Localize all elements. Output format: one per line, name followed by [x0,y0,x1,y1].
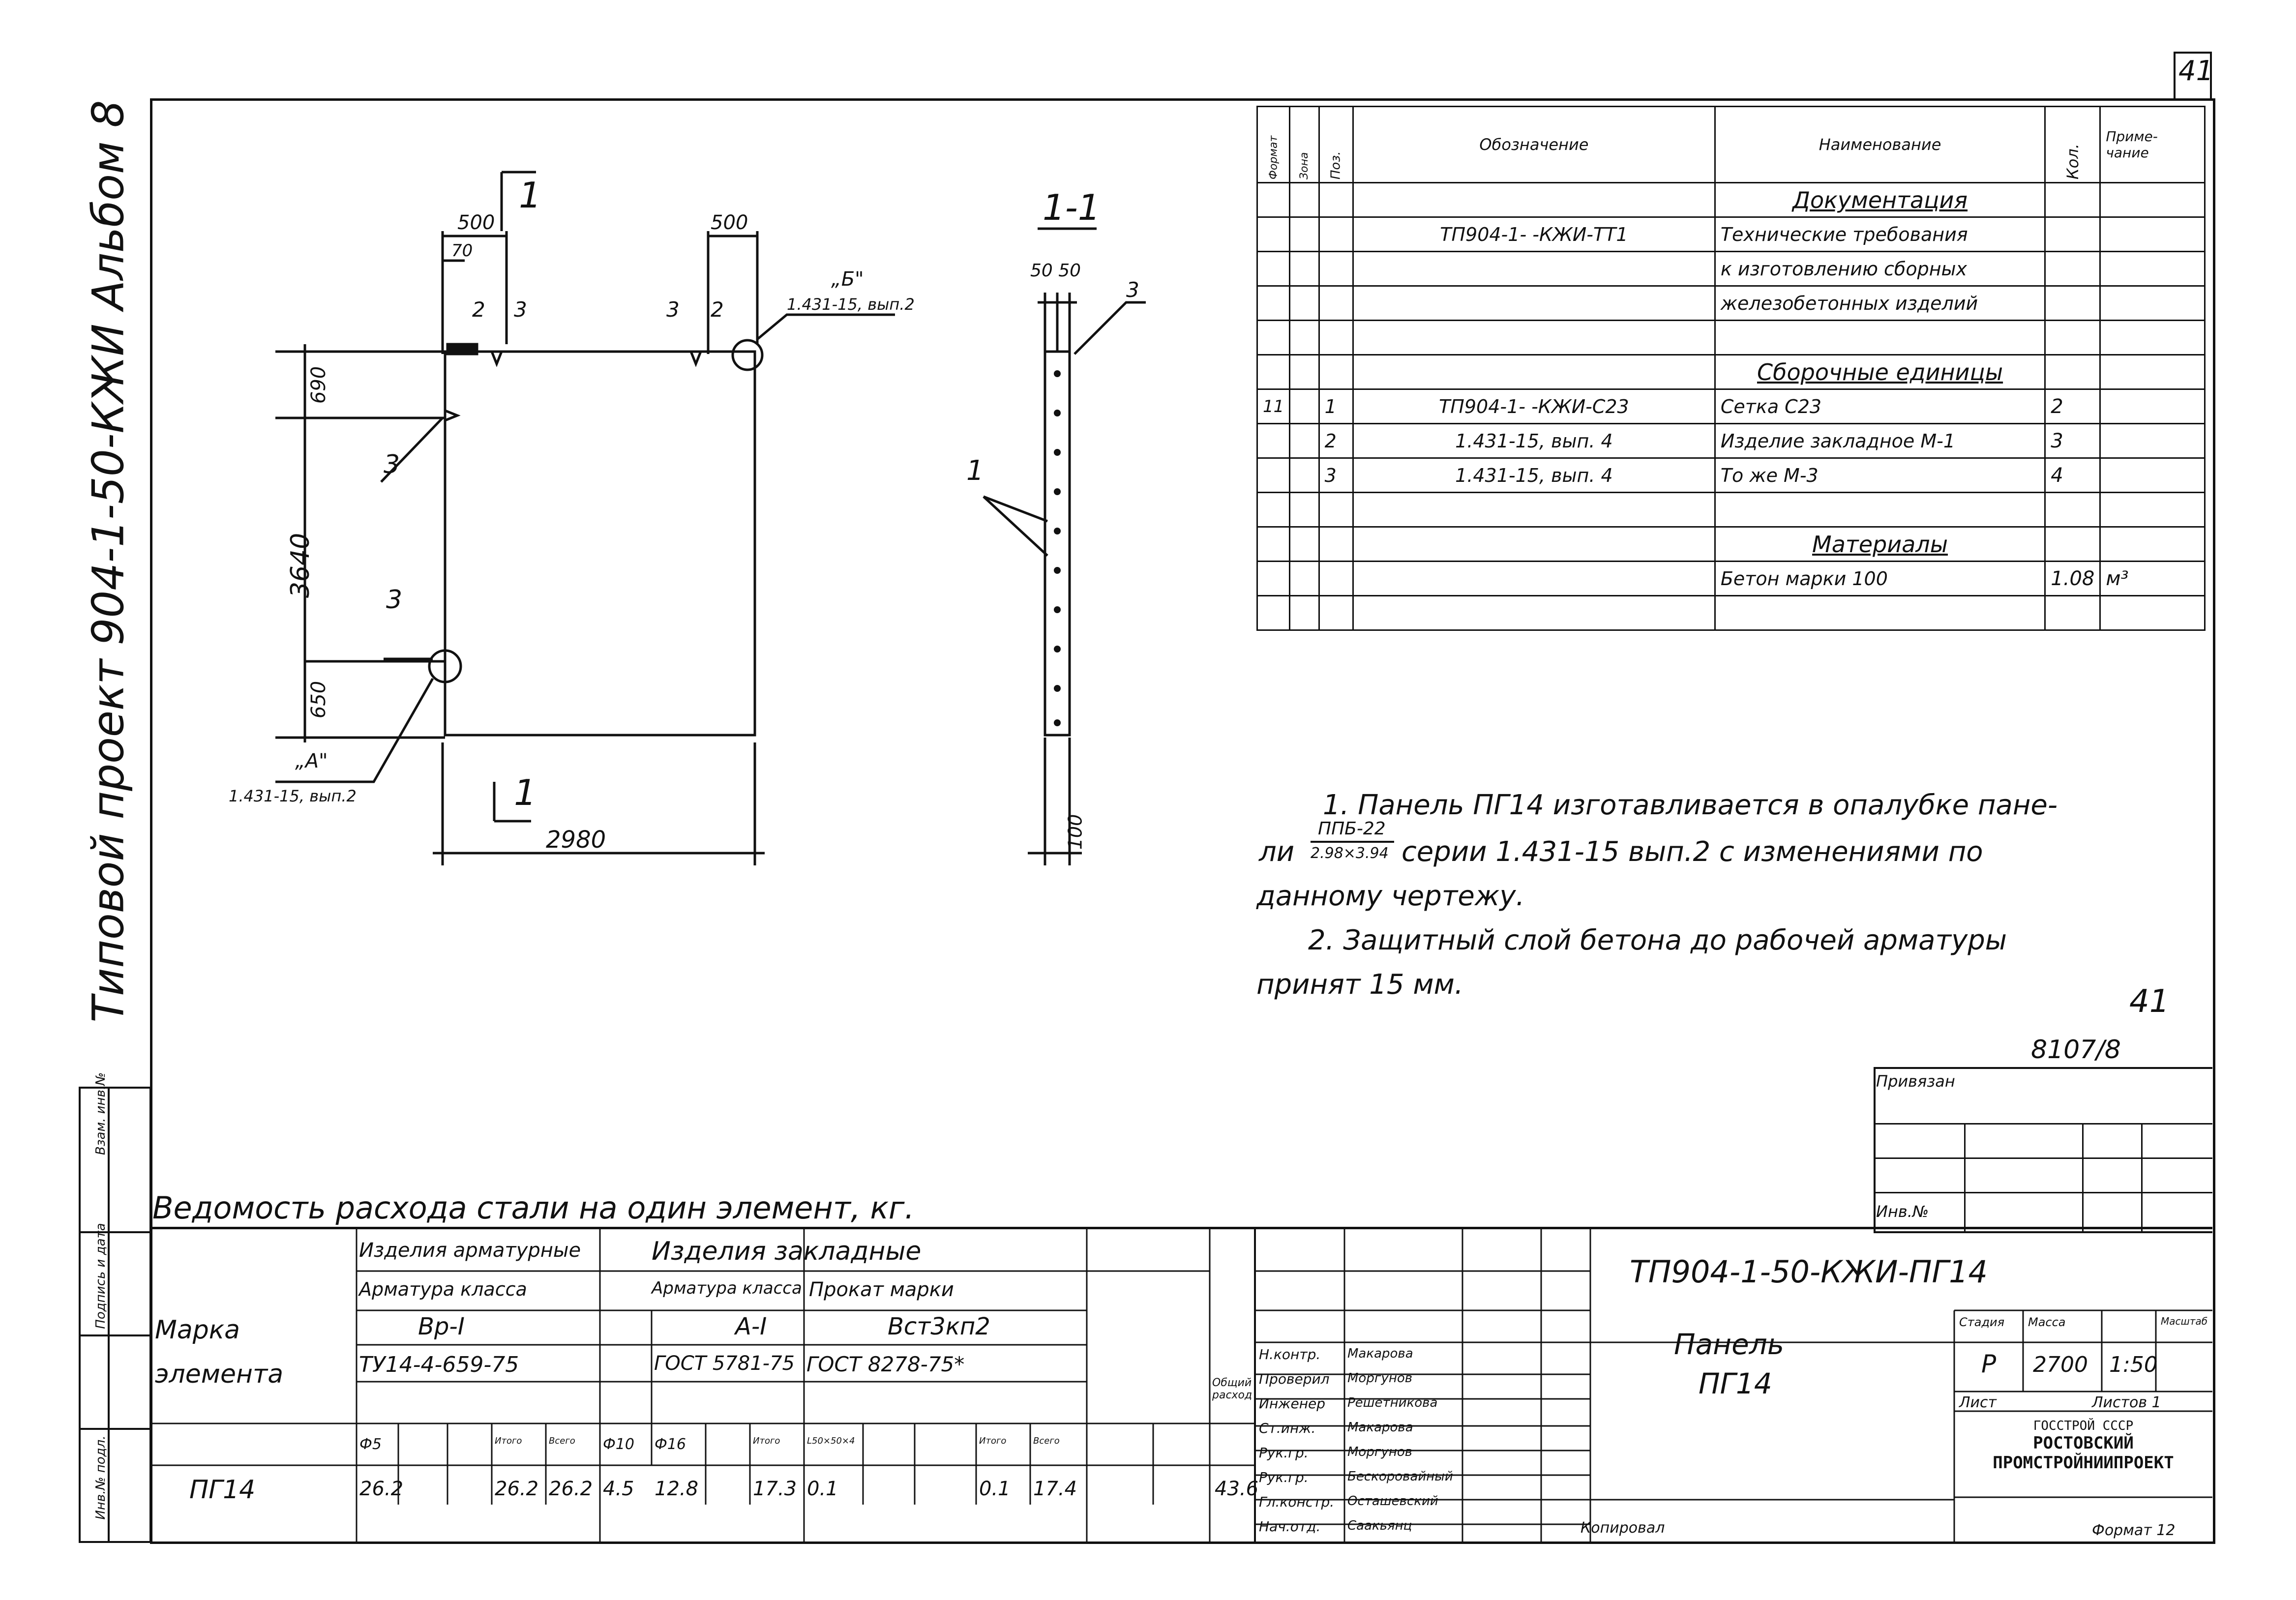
titleblock-code: ТП904-1-50-КЖИ-ПГ14 [1630,1254,1988,1290]
titleblock-org-1: ГОССТРОЙ СССР [2033,1419,2134,1433]
steel-col-head: Итого [753,1436,780,1446]
spec-cell [1353,252,1715,286]
steel-g3-class: Прокат марки [809,1278,954,1301]
spec-cell [1257,355,1290,389]
titleblock-person: Осташевский [1347,1494,1438,1509]
titleblock-person: Саакьянц [1347,1518,1412,1533]
section-marker-top: 1 [519,175,541,216]
spec-cell [2100,321,2205,355]
steel-col-head: L50×50×4 [807,1436,855,1446]
steel-general-label: Общий расход [1212,1377,1252,1401]
label-pos3-lower: 3 [386,585,403,615]
titleblock-listov-label: Листов 1 [2092,1394,2161,1411]
spec-cell: 1 [1319,389,1353,424]
spec-row [1257,527,2205,562]
spec-cell [1290,252,1319,286]
titleblock-role: Ст.инж. [1259,1420,1316,1436]
stamp-inv-podl: Инв.№ подл. [93,1435,108,1520]
stamp-vzam: Взам. инв.№ [93,1072,108,1156]
spec-cell: 3 [2045,424,2100,458]
spec-cell: 3 [1319,458,1353,493]
spec-row [1257,458,2205,493]
title-block [1254,1227,2212,1541]
spec-cell [1290,493,1319,527]
titleblock-org-3: ПРОМСТРОЙНИИПРОЕКТ [1993,1453,2174,1473]
spec-row [1257,355,2205,389]
spec-cell [1290,424,1319,458]
spec-cell [1319,493,1353,527]
spec-cell [1353,183,1715,217]
spec-cell [1715,596,2045,630]
spec-cell: ТП904-1- -КЖИ-ТТ1 [1353,217,1715,252]
spec-cell [1353,562,1715,596]
node-b-ref: 1.431-15, вып.2 [787,295,915,314]
titleblock-name-1: Панель [1674,1328,1785,1361]
steel-table [150,1227,1259,1541]
sheet-number-lower: 41 [2129,983,2170,1020]
spec-row [1257,389,2205,424]
spec-cell [1257,183,1290,217]
label-pos3-side: 3 [384,450,400,479]
spec-cell [1353,355,1715,389]
spec-cell: Технические требования [1715,217,2045,252]
steel-row-total: 43.6 [1215,1478,1259,1500]
titleblock-role: Н.контр. [1259,1346,1321,1363]
dim-top-70: 70 [451,241,473,261]
titleblock-role: Нач.отд. [1259,1518,1321,1535]
spec-cell: м³ [2100,562,2205,596]
spec-head-qty: Кол. [2045,107,2100,183]
titleblock-role: Рук.гр. [1259,1445,1309,1461]
spec-cell: То же М-3 [1715,458,2045,493]
spec-cell: 1.08 [2045,562,2100,596]
spec-cell [1257,527,1290,562]
steel-row-value: 26.2 [359,1478,404,1500]
titleblock-person: Решетникова [1347,1395,1438,1410]
label-pos2-right: 2 [711,297,724,322]
spec-cell [2100,596,2205,630]
titleblock-massa-value: 2700 [2033,1352,2088,1377]
album-title: Типовой проект 904-1-50-КЖИ Альбом 8 [83,100,134,1023]
drawing-code: 8107/8 [2031,1035,2121,1065]
spec-cell: 2 [1319,424,1353,458]
section-marker-bottom: 1 [514,772,537,813]
note-2-line-2: принят 15 мм. [1256,969,1463,1001]
steel-g2-gost: ГОСТ 5781-75 [654,1352,795,1375]
steel-col-head: Итого [979,1436,1007,1446]
titleblock-name-2: ПГ14 [1699,1367,1772,1400]
note-1-fraction-bar [1311,841,1394,843]
spec-cell: ТП904-1- -КЖИ-С23 [1353,389,1715,424]
stamp-podpis: Подпись и дата [93,1223,108,1329]
spec-cell [1319,217,1353,252]
spec-row [1257,562,2205,596]
spec-cell [2100,458,2205,493]
steel-row-value: 4.5 [603,1478,634,1500]
spec-cell [1353,493,1715,527]
spec-cell [1319,355,1353,389]
spec-cell: Документация [1715,183,2045,217]
steel-g3-gost: ГОСТ 8278-75* [806,1352,965,1376]
spec-cell: Сборочные единицы [1715,355,2045,389]
spec-cell: Бетон марки 100 [1715,562,2045,596]
titleblock-list-label: Лист [1959,1394,1997,1411]
dim-top-500-right: 500 [711,211,748,234]
spec-head-note: Приме-чание [2100,107,2205,183]
titleblock-person: Бескоровайный [1347,1469,1453,1484]
spec-cell: Изделие закладное М-1 [1715,424,2045,458]
titleblock-stadia-value: Р [1981,1350,1997,1378]
steel-mark-label: Марка элемента [155,1315,284,1389]
note-1-line-2: серии 1.431-15 вып.2 с изменениями по [1401,836,1983,868]
node-a-label: „А" [295,750,328,772]
spec-cell: Сетка С23 [1715,389,2045,424]
spec-cell [1290,286,1319,321]
note-1-line-3: данному чертежу. [1256,880,1525,912]
node-b-label: „Б" [831,268,864,291]
steel-g1-class-value: Вр-I [418,1313,465,1340]
specification-table [1256,106,2206,631]
titleblock-role: Гл.констр. [1259,1494,1335,1510]
spec-cell [1257,424,1290,458]
note-1-line-1: 1. Панель ПГ14 изготавливается в опалубке пане- [1323,789,2058,821]
label-pos1-section: 1 [966,455,984,487]
titleblock-person: Моргунов [1347,1371,1413,1386]
steel-row-mark: ПГ14 [189,1475,256,1505]
spec-cell [2045,493,2100,527]
titleblock-scale-value: 1:50 [2109,1352,2158,1377]
spec-cell [1257,493,1290,527]
titleblock-person: Моргунов [1347,1445,1413,1459]
steel-g2-class-value: А-I [735,1313,767,1340]
note-1-line-2-prefix: ли [1259,836,1295,868]
spec-cell [1290,527,1319,562]
spec-cell: 11 [1257,389,1290,424]
spec-head-designation: Обозначение [1353,107,1715,183]
spec-cell [1290,458,1319,493]
titleblock-role: Проверил [1259,1371,1330,1387]
dim-bottom-2980: 2980 [546,826,606,854]
steel-row-value: 26.2 [549,1478,593,1500]
steel-row-value: 12.8 [655,1478,699,1500]
spec-cell: 1.431-15, вып. 4 [1353,424,1715,458]
label-pos3-left: 3 [514,297,527,322]
spec-cell [1290,596,1319,630]
spec-cell [2045,527,2100,562]
spec-cell [2045,286,2100,321]
titleblock-role: Инженер [1259,1395,1326,1412]
spec-cell [1257,458,1290,493]
spec-row [1257,286,2205,321]
spec-cell [2100,217,2205,252]
label-pos3-right: 3 [666,297,680,322]
spec-cell [1290,321,1319,355]
spec-cell [1353,596,1715,630]
spec-cell [1257,252,1290,286]
sheet-number: 41 [2178,55,2214,87]
steel-row-value: 0.1 [807,1478,838,1500]
steel-g1-gost: ТУ14-4-659-75 [359,1352,519,1377]
spec-cell [1715,321,2045,355]
spec-cell [2045,321,2100,355]
spec-cell [1290,562,1319,596]
spec-cell [2045,252,2100,286]
spec-row [1257,183,2205,217]
node-a-ref: 1.431-15, вып.2 [229,787,357,805]
titleblock-format: Формат 12 [2092,1522,2176,1539]
spec-cell [2100,424,2205,458]
spec-cell [1715,493,2045,527]
titleblock-person: Макарова [1347,1420,1413,1435]
spec-cell: 2 [2045,389,2100,424]
steel-group-1: Изделия арматурные [359,1239,581,1262]
label-pos3-section: 3 [1126,278,1139,302]
spec-cell [1319,596,1353,630]
dim-left-690: 690 [307,366,330,404]
titleblock-org-2: РОСТОВСКИЙ [2033,1433,2134,1453]
steel-col-head: Всего [549,1436,575,1446]
spec-cell [1319,183,1353,217]
steel-g2-class: Арматура класса [652,1278,802,1298]
spec-head-zone: Зона [1290,107,1319,183]
dim-section-bottom: 100 [1064,814,1086,850]
steel-col-head: Всего [1033,1436,1060,1446]
spec-cell [1319,286,1353,321]
spec-cell [1257,562,1290,596]
spec-cell [1257,286,1290,321]
spec-row [1257,252,2205,286]
steel-col-head: Ф5 [359,1436,382,1453]
spec-cell [2045,183,2100,217]
note-1-fraction-top: ППБ-22 [1318,819,1386,839]
spec-cell [2100,252,2205,286]
titleblock-role: Рук.гр. [1259,1469,1309,1485]
spec-cell: к изготовлению сборных [1715,252,2045,286]
spec-cell [2100,286,2205,321]
spec-cell [2100,355,2205,389]
label-pos2-left: 2 [472,297,485,322]
spec-cell [2045,355,2100,389]
spec-cell [1353,527,1715,562]
spec-cell [2045,596,2100,630]
spec-row [1257,217,2205,252]
spec-cell [1353,321,1715,355]
inv-number-label: Инв.№ [1876,1202,1929,1221]
spec-cell [1257,596,1290,630]
steel-col-head: Итого [495,1436,522,1446]
steel-row-value: 17.4 [1033,1478,1077,1500]
spec-cell [2100,527,2205,562]
steel-row-value: 17.3 [753,1478,797,1500]
spec-cell: 4 [2045,458,2100,493]
steel-table-title: Ведомость расхода стали на один элемент, кг. [152,1190,915,1226]
steel-g3-class-value: Вст3кп2 [888,1313,990,1340]
note-1-fraction-bottom: 2.98×3.94 [1311,845,1389,862]
steel-row-value: 0.1 [979,1478,1011,1500]
spec-row [1257,424,2205,458]
spec-cell [1319,252,1353,286]
spec-cell [1290,217,1319,252]
steel-group-2: Изделия закладные [652,1237,922,1266]
privyazan-label: Привязан [1876,1072,1955,1091]
spec-cell [2100,183,2205,217]
spec-head-format: Формат [1257,107,1290,183]
titleblock-person: Макарова [1347,1346,1413,1361]
steel-row-value: 26.2 [495,1478,539,1500]
spec-row [1257,321,2205,355]
section-title: 1-1 [1043,187,1101,228]
spec-cell [1290,389,1319,424]
spec-row [1257,493,2205,527]
spec-cell [1353,286,1715,321]
spec-cell [1319,527,1353,562]
spec-row [1257,596,2205,630]
spec-cell: железобетонных изделий [1715,286,2045,321]
spec-cell [1319,321,1353,355]
steel-col-head: Ф16 [655,1436,686,1453]
spec-cell [1319,562,1353,596]
steel-col-head: Ф10 [603,1436,634,1453]
spec-cell: 1.431-15, вып. 4 [1353,458,1715,493]
dim-section-top: 50 50 [1030,261,1081,281]
spec-cell [2100,389,2205,424]
titleblock-scale-label: Масштаб [2161,1315,2208,1327]
titleblock-massa-label: Масса [2028,1315,2066,1329]
spec-cell [1257,321,1290,355]
dim-top-500: 500 [457,211,495,234]
steel-g1-class: Арматура класса [359,1278,527,1300]
titleblock-stadia-label: Стадия [1959,1315,2005,1329]
spec-cell [1290,355,1319,389]
spec-cell [1257,217,1290,252]
note-2-line-1: 2. Защитный слой бетона до рабочей арматуры [1308,924,2007,956]
titleblock-copied-by: Копировал [1580,1519,1665,1537]
spec-head-name: Наименование [1715,107,2045,183]
spec-cell: Материалы [1715,527,2045,562]
dim-left-650: 650 [307,681,330,719]
dim-left-3640: 3640 [286,533,316,598]
spec-cell [2045,217,2100,252]
spec-head-pos: Поз. [1319,107,1353,183]
spec-cell [2100,493,2205,527]
spec-cell [1290,183,1319,217]
